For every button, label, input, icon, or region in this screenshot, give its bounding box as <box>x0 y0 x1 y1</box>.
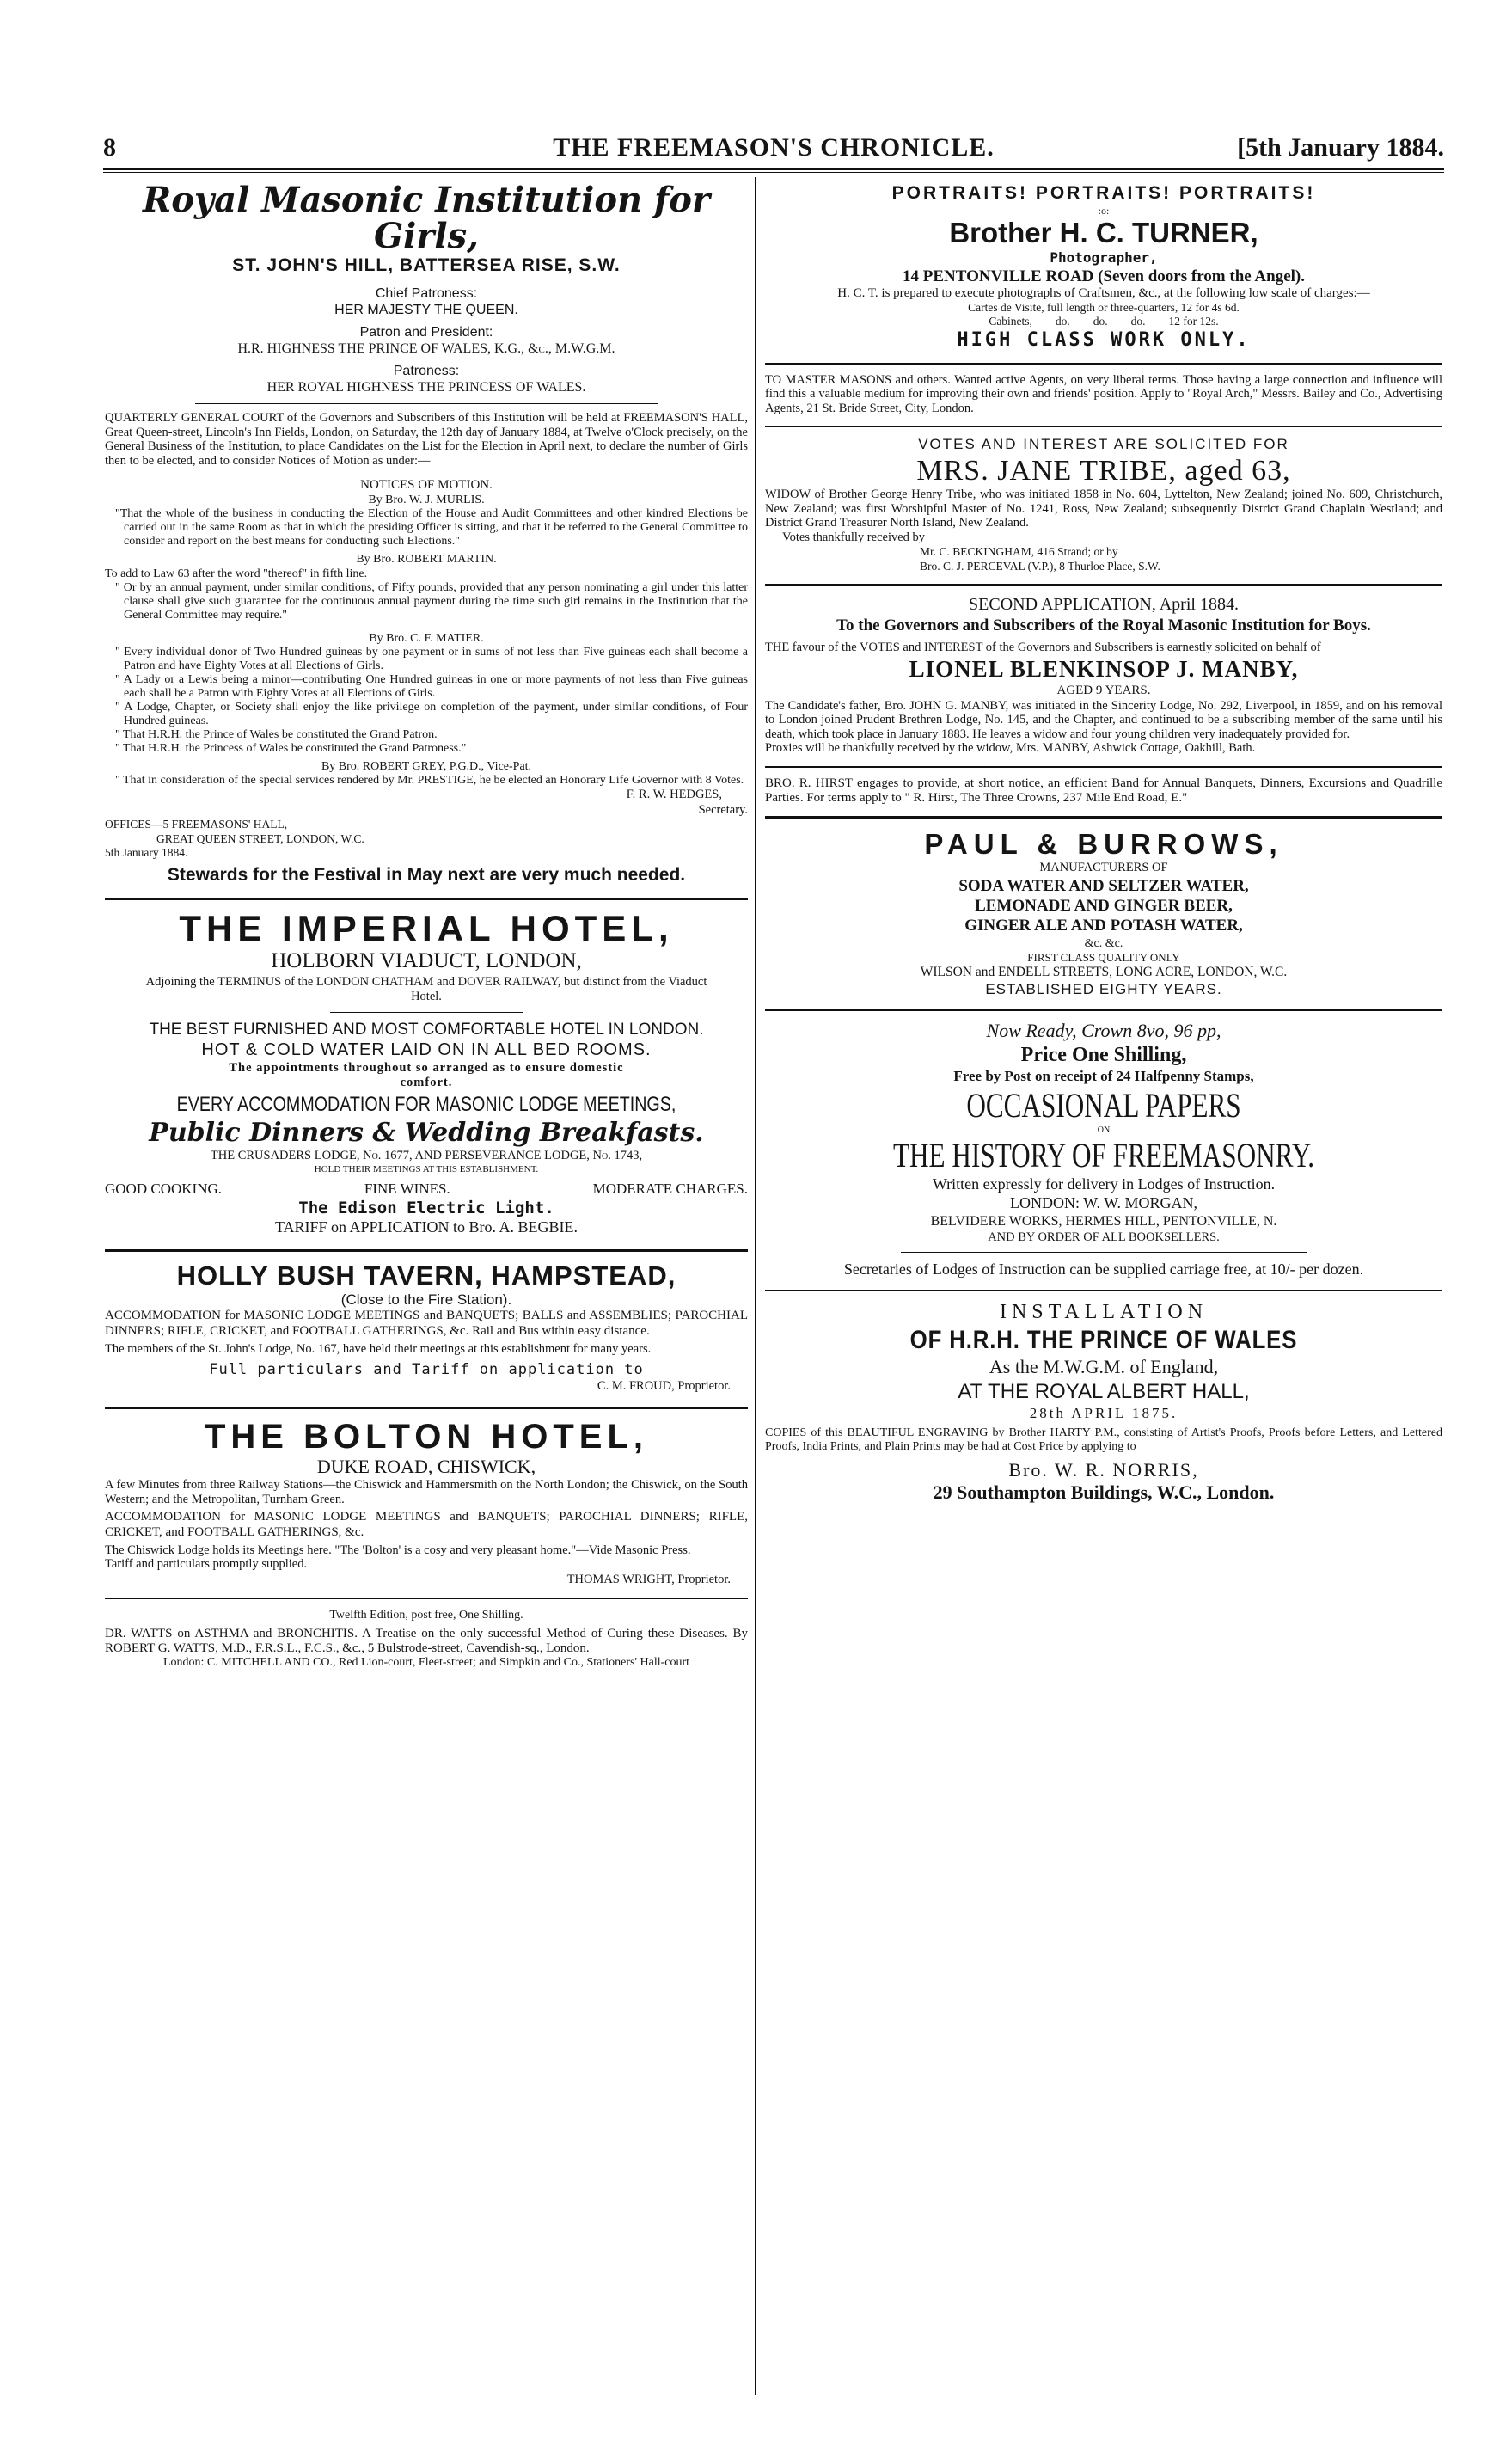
chief-patroness: HER MAJESTY THE QUEEN. <box>334 303 518 318</box>
manby-aged: AGED 9 YEARS. <box>1056 684 1151 698</box>
installation-as: As the M.W.G.M. of England, <box>989 1356 1219 1378</box>
motion-by-2: By Bro. ROBERT MARTIN. <box>356 553 497 567</box>
patroness: HER ROYAL HIGHNESS THE PRINCESS OF WALES. <box>266 380 586 396</box>
manby-ad <box>765 594 1442 755</box>
occasional-order: AND BY ORDER OF ALL BOOKSELLERS. <box>988 1230 1220 1244</box>
master-masons-ad: TO MASTER MASONS and others. Wanted active Agents, on very liberal terms. Those having a large connection and influence will find this a valuable medium for improving their own and friends' position. Apply to "Royal Arch," Messrs. Bailey and Co., Advertising Agents, 21 St. Bride Street, City, London. <box>765 372 1442 415</box>
motion-by-4: By Bro. ROBERT GREY, P.G.D., Vice-Pat. <box>321 759 532 773</box>
girls-title: Royal Masonic Institution for Girls, <box>142 180 711 256</box>
imperial-best: THE BEST FURNISHED AND MOST COMFORTABLE HOTEL IN LONDON. <box>149 1020 704 1039</box>
motion-3e: " That H.R.H. the Princess of Wales be constituted the Grand Patroness." <box>115 741 467 755</box>
bolton-proprietor: THOMAS WRIGHT, Proprietor. <box>566 1572 731 1586</box>
portraits-role: Photographer, <box>1050 249 1158 267</box>
offices-date: 5th January 1884. <box>105 846 188 860</box>
issue-date: [5th January 1884. <box>1237 133 1444 162</box>
occasional-history: THE HISTORY OF FREEMASONRY. <box>892 1136 1315 1175</box>
tribe-votes: Votes thankfully received by <box>782 530 926 544</box>
occasional-works: BELVIDERE WORKS, HERMES HILL, PENTONVILLE, N. <box>930 1214 1277 1230</box>
girls-institution-ad <box>105 182 748 886</box>
manby-proxies: Proxies will be thankfully received by the widow, Mrs. MANBY, Ashwick Cottage, Oakhill, Bath. <box>765 741 1256 756</box>
bolton-lodge: The Chiswick Lodge holds its Meetings here. "The 'Bolton' is a cosy and very pleasant home."—Vide Masonic Press. <box>105 1542 691 1557</box>
portraits-prepared: H. C. T. is prepared to execute photographs of Craftsmen, &c., at the following low scale of charges:— <box>837 285 1370 300</box>
stewards-notice: Stewards for the Festival in May next are very much needed. <box>167 864 686 885</box>
paul-burrows-ad <box>765 827 1442 998</box>
holly-members: The members of the St. John's Lodge, No. 167, have held their meetings at this establishment for many years. <box>105 1341 652 1356</box>
bolton-tariff: Tariff and particulars promptly supplied. <box>105 1557 308 1572</box>
paul-address: WILSON and ENDELL STREETS, LONG ACRE, LONDON, W.C. <box>920 964 1288 979</box>
hirst-ad: BRO. R. HIRST engages to provide, at short notice, an efficient Band for Annual Banquets, Dinners, Excursions and Quadrille Parties. For terms apply to " R. Hirst, The Three Crowns, 237 Mile End Road, E." <box>765 776 1442 805</box>
imperial-tariff: TARIFF on APPLICATION to Bro. A. BEGBIE. <box>274 1218 578 1236</box>
patron: H.R. HIGHNESS THE PRINCE OF WALES, K.G., &c., M.W.G.M. <box>237 341 615 357</box>
offices-line-2: GREAT QUEEN STREET, LONDON, W.C. <box>156 831 364 845</box>
header-rule <box>103 168 1444 170</box>
portraits-name: Brother H. C. TURNER, <box>949 217 1258 249</box>
occasional-written: Written expressly for delivery in Lodges of Instruction. <box>932 1175 1276 1193</box>
manby-name: LIONEL BLENKINSOP J. MANBY, <box>909 655 1299 682</box>
portraits-headline: PORTRAITS! PORTRAITS! PORTRAITS! <box>891 183 1316 203</box>
motion-3d: " That H.R.H. the Prince of Wales be constituted the Grand Patron. <box>115 728 438 741</box>
motion-by-3: By Bro. C. F. MATIER. <box>369 632 484 646</box>
paul-line-1: SODA WATER AND SELTZER WATER, <box>958 877 1249 896</box>
installation-address: 29 Southampton Buildings, W.C., London. <box>933 1481 1275 1504</box>
chief-patroness-label: Chief Patroness: <box>375 285 478 301</box>
installation-of: OF H.R.H. THE PRINCE OF WALES <box>909 1326 1298 1355</box>
bolton-sub: DUKE ROAD, CHISWICK, <box>316 1455 536 1477</box>
holly-body: ACCOMMODATION for MASONIC LODGE MEETINGS and BANQUETS; BALLS and ASSEMBLIES; PAROCHIAL DINNERS; RIFLE, CRICKET, and FOOTBALL GATHERINGS, &c. Rail and Bus within easy distance. <box>105 1309 748 1338</box>
occasional-price: Price One Shilling, <box>1020 1044 1187 1067</box>
imperial-hold: HOLD THEIR MEETINGS AT THIS ESTABLISHMENT. <box>314 1163 539 1174</box>
holly-full: Full particulars and Tariff on application to <box>209 1361 644 1379</box>
occasional-london: LONDON: W. W. MORGAN, <box>1009 1194 1198 1212</box>
moderate-charges: MODERATE CHARGES. <box>592 1181 748 1198</box>
motion-3a: " Every individual donor of Two Hundred guineas by one payment or in sums of not less than Five guineas each shall become a Patron and have Eighty Votes at all Elections of Girls. <box>115 646 748 673</box>
column-divider <box>755 177 756 2395</box>
bolton-title: THE BOLTON HOTEL, <box>204 1417 649 1456</box>
imperial-hotel-ad <box>105 909 748 1237</box>
left-column <box>105 182 748 1670</box>
imperial-edison: The Edison Electric Light. <box>298 1198 554 1217</box>
manby-second: SECOND APPLICATION, April 1884. <box>969 595 1239 615</box>
tribe-solicit: VOTES AND INTEREST ARE SOLICITED FOR <box>918 436 1289 453</box>
paul-line-2: LEMONADE AND GINGER BEER, <box>975 897 1233 916</box>
manby-to: To the Governors and Subscribers of the Royal Masonic Institution for Boys. <box>836 616 1371 635</box>
tribe-body: WIDOW of Brother George Henry Tribe, who was initiated 1858 in No. 604, Lyttelton, New Zealand; joined No. 609, Christchurch, New Zealand; was first Worshipful Master of No. 1241, Ross, New Zealand; subsequently District Grand Chaplain Westland; and District Grand Treasurer North Island, New Zealand. <box>765 488 1442 530</box>
watts-edition: Twelfth Edition, post free, One Shilling. <box>329 1609 523 1622</box>
bolton-hotel-ad <box>105 1418 748 1588</box>
occasional-now: Now Ready, Crown 8vo, 96 pp, <box>986 1020 1221 1042</box>
motion-2a: To add to Law 63 after the word "thereof" in fifth line. <box>105 567 368 581</box>
manby-favour: THE favour of the VOTES and INTEREST of the Governors and Subscribers is earnestly solicited on behalf of <box>765 641 1321 655</box>
paul-line-3: GINGER ALE AND POTASH WATER, <box>964 917 1243 935</box>
occasional-free: Free by Post on receipt of 24 Halfpenny Stamps, <box>953 1068 1254 1085</box>
masthead-title: THE FREEMASON'S CHRONICLE. <box>553 133 995 162</box>
holly-sub: (Close to the Fire Station). <box>340 1291 512 1308</box>
holly-proprietor: C. M. FROUD, Proprietor. <box>597 1378 731 1393</box>
occasional-title: OCCASIONAL PAPERS <box>966 1086 1241 1125</box>
motion-by-1: By Bro. W. J. MURLIS. <box>368 494 485 507</box>
motion-4: " That in consideration of the special services rendered by Mr. PRESTIGE, he be elected an Honorary Life Governor with 8 Votes. <box>115 773 744 787</box>
court-notice: QUARTERLY GENERAL COURT of the Governors and Subscribers of this Institution will be held at FREEMASON'S HALL, Great Queen-street, Lincoln's Inn Fields, London, on Saturday, the 12th day of January 1884, at Twelve o'Clock precisely, on the General Business of the Institution, to place Candidates on the List for the Election in April next, to declare the number of Girls then to be elected, and to consider Notices of Motion as under:— <box>105 410 748 469</box>
watts-body: DR. WATTS on ASTHMA and BRONCHITIS. A Treatise on the only successful Method of Curing these Diseases. By ROBERT G. WATTS, M.D., F.R.S.L., F.C.S., &c., 5 Bulstrode-street, Cavendish-sq., London. <box>105 1626 748 1655</box>
imperial-every: EVERY ACCOMMODATION FOR MASONIC LODGE MEETINGS, <box>176 1092 676 1116</box>
portraits-sep: —:o:— <box>1087 204 1120 217</box>
holly-title: HOLLY BUSH TAVERN, HAMPSTEAD, <box>176 1260 676 1291</box>
right-column <box>765 182 1442 1505</box>
paul-title: PAUL & BURROWS, <box>924 827 1283 860</box>
secretary-title: Secretary. <box>698 802 748 817</box>
motion-1: "That the whole of the business in conducting the Election of the House and Audit Committees and other kindred Elections be carried out in the same Room as that in which the presiding Officer is sitting, and that it be referred to the General Committee to consider and report on the best means for conducting such Elections." <box>115 507 748 549</box>
portraits-row-2: Cabinets, do. do. do. 12 for 12s. <box>989 315 1219 328</box>
occasional-secretaries: Secretaries of Lodges of Instruction can be supplied carriage free, at 10/- per dozen. <box>843 1260 1364 1279</box>
holly-bush-ad <box>105 1260 748 1395</box>
page-number: 8 <box>103 133 116 162</box>
paul-first: FIRST CLASS QUALITY ONLY <box>1027 950 1180 964</box>
imperial-water: HOT & COLD WATER LAID ON IN ALL BED ROOMS. <box>201 1040 652 1060</box>
tribe-ad <box>765 436 1442 573</box>
imperial-appointments: The appointments throughout so arranged as to ensure domestic comfort. <box>229 1060 624 1090</box>
motion-2b: " Or by an annual payment, under similar conditions, of Fifty pounds, provided that any person nominating a girl under this latter clause shall give such guarantee for the continuous annual payment during the time such girl remains in the Institution that the General Committee may require." <box>115 581 748 622</box>
installation-date: 28th APRIL 1875. <box>1029 1404 1178 1421</box>
imperial-features <box>105 1181 748 1199</box>
paul-manuf: MANUFACTURERS OF <box>1039 861 1168 875</box>
notices-title: NOTICES OF MOTION. <box>360 477 493 492</box>
good-cooking: GOOD COOKING. <box>105 1181 222 1198</box>
tribe-voter-1: Mr. C. BECKINGHAM, 416 Strand; or by <box>920 545 1118 559</box>
imperial-title: THE IMPERIAL HOTEL, <box>179 907 674 948</box>
installation-bro: Bro. W. R. NORRIS, <box>1008 1458 1199 1481</box>
bolton-accom: ACCOMMODATION for MASONIC LODGE MEETINGS and BANQUETS; PAROCHIAL DINNERS; RIFLE, CRICKET, and FOOTBALL GATHERINGS, &c. <box>105 1510 748 1539</box>
paul-etc: &c. &c. <box>1084 936 1123 950</box>
imperial-subtitle: HOLBORN VIADUCT, LONDON, <box>271 949 582 973</box>
installation-at: AT THE ROYAL ALBERT HALL, <box>958 1379 1250 1403</box>
page-header <box>103 133 1444 164</box>
installation-ad <box>765 1300 1442 1505</box>
header-rule-thin <box>103 172 1444 173</box>
offices-line-1: OFFICES—5 FREEMASONS' HALL, <box>105 818 288 831</box>
imperial-crusaders: THE CRUSADERS LODGE, No. 1677, AND PERSEVERANCE LODGE, No. 1743, <box>210 1149 643 1163</box>
patroness-label: Patroness: <box>393 363 460 378</box>
portraits-high: HIGH CLASS WORK ONLY. <box>957 328 1251 351</box>
tribe-name: MRS. JANE TRIBE, aged 63, <box>916 455 1291 487</box>
tribe-voter-2: Bro. C. J. PERCEVAL (V.P.), 8 Thurloe Place, S.W. <box>920 559 1160 573</box>
portraits-row-1: Cartes de Visite, full length or three-quarters, 12 for 4s 6d. <box>968 300 1240 314</box>
paul-est: ESTABLISHED EIGHTY YEARS. <box>985 980 1222 997</box>
manby-body: The Candidate's father, Bro. JOHN G. MANBY, was initiated in the Sincerity Lodge, No. 292, Liverpool, in 1859, and on his removal to London joined Prudent Brethren Lodge, No. 145, and the Chapter, and continued to be a subscribing member of the same until his death, which took place in January 1883. He leaves a widow and four young children very inadequately provided for. <box>765 698 1442 741</box>
portraits-address: 14 PENTONVILLE ROAD (Seven doors from the Angel). <box>903 267 1305 285</box>
fine-wines: FINE WINES. <box>364 1181 450 1198</box>
watts-ad <box>105 1608 748 1669</box>
patron-label: Patron and President: <box>359 324 493 340</box>
portraits-ad <box>765 182 1442 353</box>
imperial-adjoining: Adjoining the TERMINUS of the LONDON CHATHAM and DOVER RAILWAY, but distinct from the Viaduct Hotel. <box>145 974 707 1004</box>
motion-3b: " A Lady or a Lewis being a minor—contributing One Hundred guineas in one or more payments of not less than Five guineas each shall be a Patron with Eighty Votes at all Elections of Girls. <box>115 673 748 701</box>
imperial-dinners: Public Dinners & Wedding Breakfasts. <box>149 1118 704 1149</box>
occasional-papers-ad <box>765 1020 1442 1279</box>
bolton-minutes: A few Minutes from three Railway Stations—the Chiswick and Hammersmith on the North London; the Chiswick, on the South Western; and the Metropolitan, Turnham Green. <box>105 1478 748 1506</box>
installation-copies: COPIES of this BEAUTIFUL ENGRAVING by Brother HARTY P.M., consisting of Artist's Proofs, Proofs before Letters, and Lettered Proofs, India Prints, and Plain Prints may be had at Cost Price by applying to <box>765 1426 1442 1453</box>
watts-london: London: C. MITCHELL AND CO., Red Lion-court, Fleet-street; and Simpkin and Co., Stationers' Hall-court <box>162 1655 690 1669</box>
secretary-name: F. R. W. HEDGES, <box>626 787 722 801</box>
motion-3c: " A Lodge, Chapter, or Society shall enjoy the like privilege on completion of the payment, under similar conditions, of Four Hundred guineas. <box>115 701 748 728</box>
installation-title: INSTALLATION <box>999 1300 1209 1323</box>
occasional-on: ON <box>1097 1125 1111 1136</box>
girls-address: ST. JOHN'S HILL, BATTERSEA RISE, S.W. <box>232 255 621 275</box>
